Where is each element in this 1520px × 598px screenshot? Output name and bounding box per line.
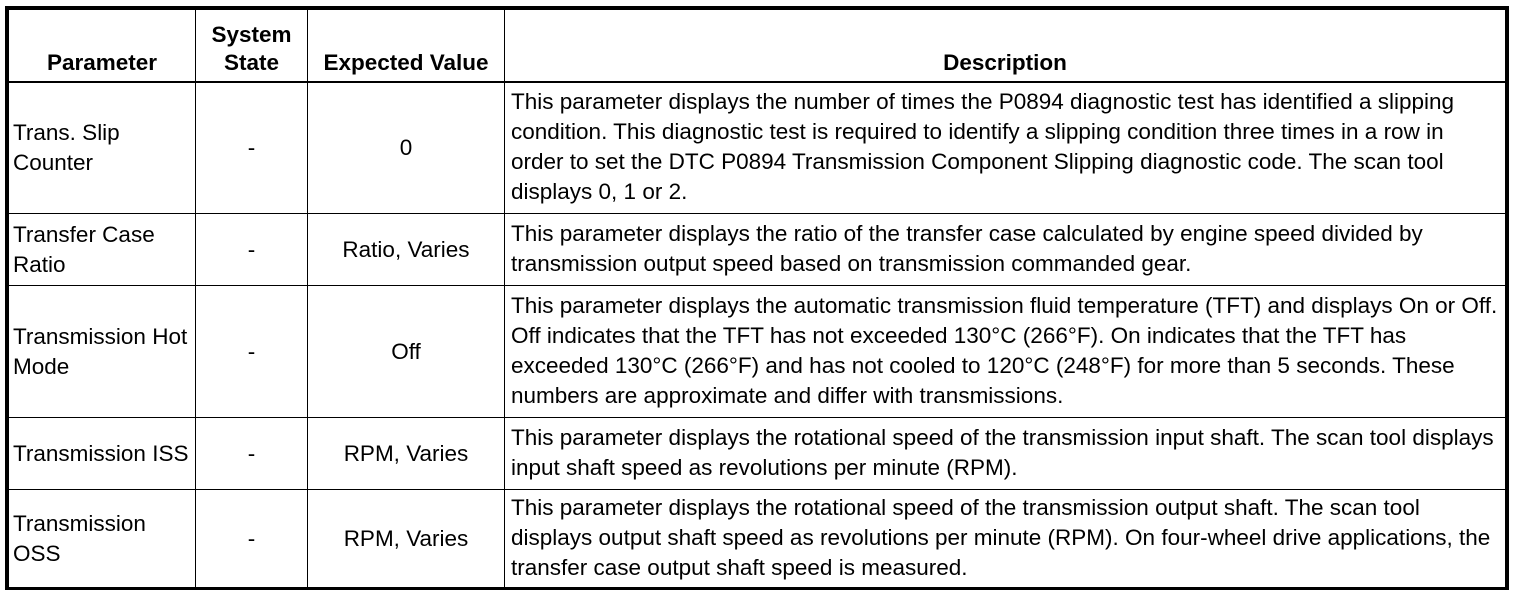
expected-value-cell: 0 bbox=[308, 82, 505, 214]
parameter-table bbox=[8, 9, 1506, 589]
header-expected-value: Expected Value bbox=[308, 10, 505, 82]
description-cell: This parameter displays the rotational speed of the transmission output shaft. The scan tool displays output shaft speed as revolutions per minute (RPM). On four-wheel drive applications, the transfer case output shaft speed is measured. bbox=[505, 490, 1506, 589]
table-row bbox=[9, 286, 1506, 418]
system-state-cell: - bbox=[196, 490, 308, 589]
table-row bbox=[9, 214, 1506, 286]
system-state-cell: - bbox=[196, 418, 308, 490]
description-cell: This parameter displays the rotational speed of the transmission input shaft. The scan tool displays input shaft speed as revolutions per minute (RPM). bbox=[505, 418, 1506, 490]
system-state-cell: - bbox=[196, 286, 308, 418]
parameter-cell: Transmission ISS bbox=[9, 418, 196, 490]
expected-value-cell: Ratio, Varies bbox=[308, 214, 505, 286]
system-state-cell: - bbox=[196, 82, 308, 214]
parameter-table-frame bbox=[5, 6, 1509, 590]
table-header-row bbox=[9, 10, 1506, 82]
table-row bbox=[9, 490, 1506, 589]
header-system-state: System State bbox=[196, 10, 308, 82]
description-cell: This parameter displays the number of times the P0894 diagnostic test has identified a slipping condition. This diagnostic test is required to identify a slipping condition three times in a row in order to set the DTC P0894 Transmission Component Slipping diagnostic code. The scan tool displays 0, 1 or 2. bbox=[505, 82, 1506, 214]
expected-value-cell: RPM, Varies bbox=[308, 418, 505, 490]
description-cell: This parameter displays the automatic transmission fluid temperature (TFT) and displays On or Off. Off indicates that the TFT has not exceeded 130°C (266°F). On indicates that the TFT has exceeded 130°C (266°F) and has not cooled to 120°C (248°F) for more than 5 seconds. These numbers are approximate and differ with transmissions. bbox=[505, 286, 1506, 418]
system-state-cell: - bbox=[196, 214, 308, 286]
expected-value-cell: RPM, Varies bbox=[308, 490, 505, 589]
parameter-cell: Trans. Slip Counter bbox=[9, 82, 196, 214]
header-description: Description bbox=[505, 10, 1506, 82]
parameter-cell: Transfer Case Ratio bbox=[9, 214, 196, 286]
table-row bbox=[9, 82, 1506, 214]
expected-value-cell: Off bbox=[308, 286, 505, 418]
header-parameter: Parameter bbox=[9, 10, 196, 82]
parameter-cell: Transmission Hot Mode bbox=[9, 286, 196, 418]
parameter-cell: Transmission OSS bbox=[9, 490, 196, 589]
description-cell: This parameter displays the ratio of the transfer case calculated by engine speed divided by transmission output speed based on transmission commanded gear. bbox=[505, 214, 1506, 286]
table-row bbox=[9, 418, 1506, 490]
